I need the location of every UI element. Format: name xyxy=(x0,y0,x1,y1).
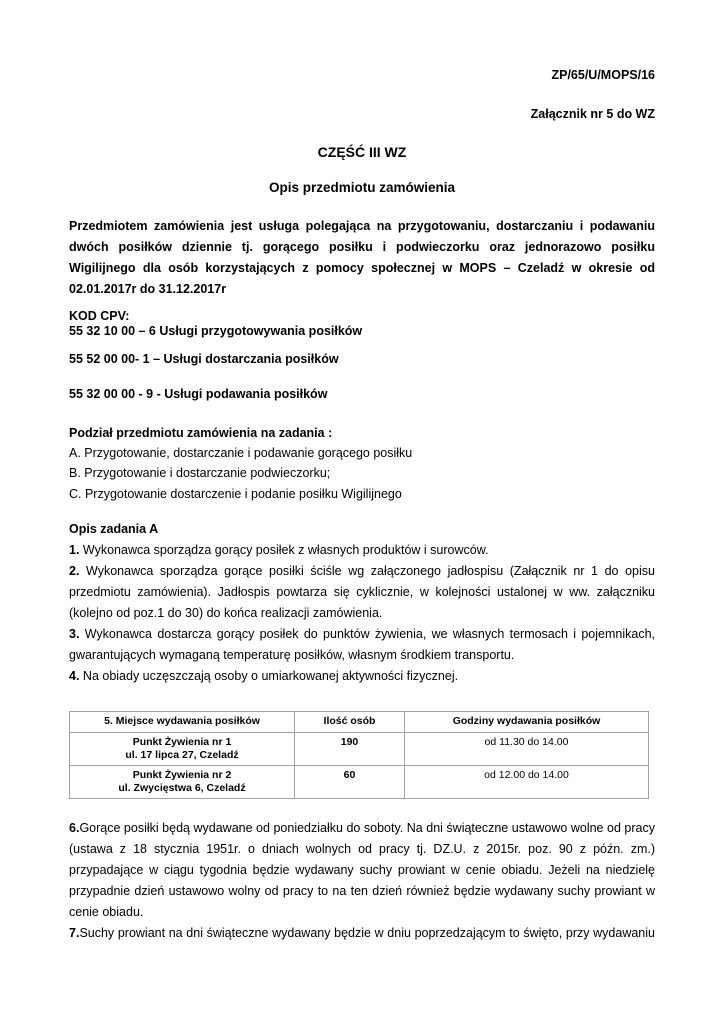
count-cell: 60 xyxy=(295,766,405,799)
place-cell xyxy=(70,733,295,766)
attachment-label: Załącznik nr 5 do WZ xyxy=(530,107,655,121)
header-place: 5. Miejsce wydawania posiłków xyxy=(70,712,295,733)
task-a-point-3: 3. Wykonawca dostarcza gorący posiłek do punktów żywienia, we własnych termosach i pojemnikach, gwarantujących wymaganą temperaturę posiłków, własnym środkiem transportu. xyxy=(69,627,655,662)
task-a-point-4: 4. Na obiady uczęszczają osoby o umiarkowanej aktywności fizycznej. xyxy=(69,669,459,683)
point-7-paragraph: 7.Suchy prowiant na dni świąteczne wydawany będzie w dniu poprzedzającym to święto, przy wydawaniu xyxy=(69,926,655,940)
place-address: ul. Zwycięstwa 6, Czeladź xyxy=(118,782,246,794)
cpv-label: KOD CPV: xyxy=(69,309,130,323)
page-title: CZĘŚĆ III WZ xyxy=(317,144,407,160)
place-name: Punkt Żywienia nr 2 xyxy=(132,769,232,781)
place-name: Punkt Żywienia nr 1 xyxy=(132,736,232,748)
division-heading: Podział przedmiotu zamówienia na zadania : xyxy=(69,426,333,440)
table-row xyxy=(70,766,649,799)
division-item-b: B. Przygotowanie i dostarczanie podwieczorku; xyxy=(69,466,331,480)
count-cell: 190 xyxy=(295,733,405,766)
cpv-code-2: 55 52 00 00- 1 – Usługi dostarczania posiłków xyxy=(69,352,339,366)
cpv-code-1: 55 32 10 00 – 6 Usługi przygotowywania posiłków xyxy=(69,324,363,338)
header-hours: Godziny wydawania posiłków xyxy=(405,712,649,733)
cpv-code-3: 55 32 00 00 - 9 - Usługi podawania posiłków xyxy=(69,387,328,401)
hours-cell: od 11.30 do 14.00 xyxy=(405,733,649,766)
document-reference: ZP/65/U/MOPS/16 xyxy=(551,68,655,82)
page-subtitle: Opis przedmiotu zamówienia xyxy=(268,180,456,195)
point-6-paragraph: 6.Gorące posiłki będą wydawane od poniedziałku do soboty. Na dni świąteczne ustawowo wolne od pracy (ustawa z 18 stycznia 1951r. o dniach wolnych od pracy tj. DZ.U. z 2015r. poz. 90 z późn. zm.) przypadające w ciągu tygodnia będzie wydawany suchy prowiant w cenie obiadu. Jeżeli na niedzielę przypadnie dzień ustawowo wolny od pracy to na ten dzień również będzie wydawany suchy prowiant w cenie obiadu. xyxy=(69,821,655,919)
task-a-heading: Opis zadania A xyxy=(69,522,159,536)
hours-cell: od 12.00 do 14.00 xyxy=(405,766,649,799)
task-a-point-2: 2. Wykonawca sporządza gorące posiłki ściśle wg załączonego jadłospisu (Załącznik nr 1 do opisu przedmiotu zamówienia). Jadłospis powtarza się cyklicznie, w kolejności ustalonej w ww. załączniku (kolejno od poz.1 do 30) do końca realizacji zamówienia. xyxy=(69,564,655,620)
header-count: Ilość osób xyxy=(295,712,405,733)
place-cell xyxy=(70,766,295,799)
division-item-c: C. Przygotowanie dostarczenie i podanie posiłku Wigilijnego xyxy=(69,487,402,501)
task-a-point-1: 1. Wykonawca sporządza gorący posiłek z własnych produktów i surowców. xyxy=(69,543,489,557)
intro-paragraph: Przedmiotem zamówienia jest usługa polegająca na przygotowaniu, dostarczaniu i podawaniu dwóch posiłków dziennie tj. gorącego posiłku i podwieczorku oraz jednorazowo posiłku Wigilijnego dla osób korzystających z pomocy społecznej w MOPS – Czeladź w okresie od 02.01.2017r do 31.12.2017r xyxy=(69,219,655,296)
serving-places-table xyxy=(69,711,649,799)
division-item-a: A. Przygotowanie, dostarczanie i podawanie gorącego posiłku xyxy=(69,446,413,460)
table-header-row xyxy=(70,712,649,733)
table-row xyxy=(70,733,649,766)
place-address: ul. 17 lipca 27, Czeladź xyxy=(125,749,239,761)
